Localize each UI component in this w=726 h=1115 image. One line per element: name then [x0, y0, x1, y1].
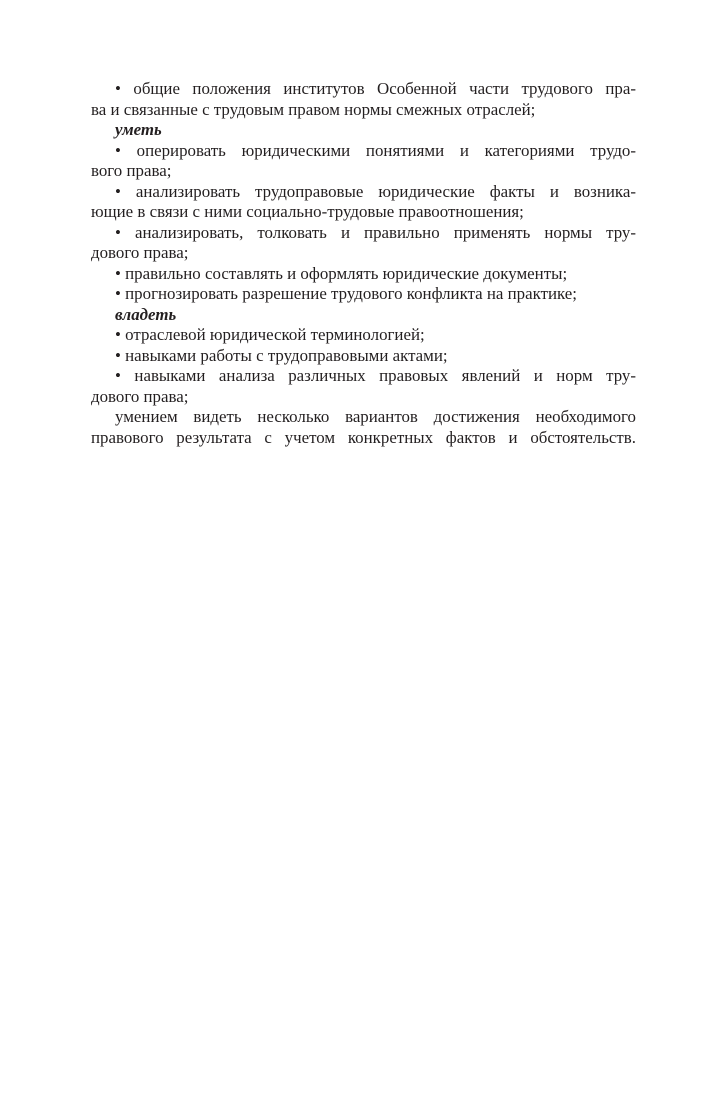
text-line: ва и связанные с трудовым правом нормы смежных отраслей;	[91, 99, 536, 119]
text-line: дового права;	[91, 243, 189, 262]
text-line: • правильно составлять и оформлять юридические документы;	[115, 263, 568, 283]
text-line: • навыками работы с трудоправовыми актами;	[115, 345, 448, 365]
text-line: дового права;	[91, 386, 189, 406]
text-line: • анализировать, толковать и правильно применять нормы тру-	[115, 222, 636, 242]
text-line: • анализировать трудоправовые юридические факты и возника-	[115, 181, 636, 201]
section-heading-vladet: владеть	[115, 304, 177, 324]
section-heading-umet: уметь	[115, 120, 162, 139]
document-page	[91, 79, 636, 448]
text-line: • оперировать юридическими понятиями и категориями трудо-	[115, 140, 636, 160]
text-line: правового результата с учетом конкретных фактов и обстоятельств.	[91, 427, 636, 447]
text-line: • навыками анализа различных правовых явлений и норм тру-	[115, 366, 636, 385]
text-line: умением видеть несколько вариантов достижения необходимого	[115, 407, 636, 426]
text-line: • отраслевой юридической терминологией;	[115, 325, 425, 344]
text-line: вого права;	[91, 161, 172, 180]
text-line: • общие положения институтов Особенной части трудового пра-	[115, 79, 636, 98]
text-line: ющие в связи с ними социально-трудовые правоотношения;	[91, 202, 524, 221]
text-line: • прогнозировать разрешение трудового конфликта на практике;	[115, 284, 577, 303]
